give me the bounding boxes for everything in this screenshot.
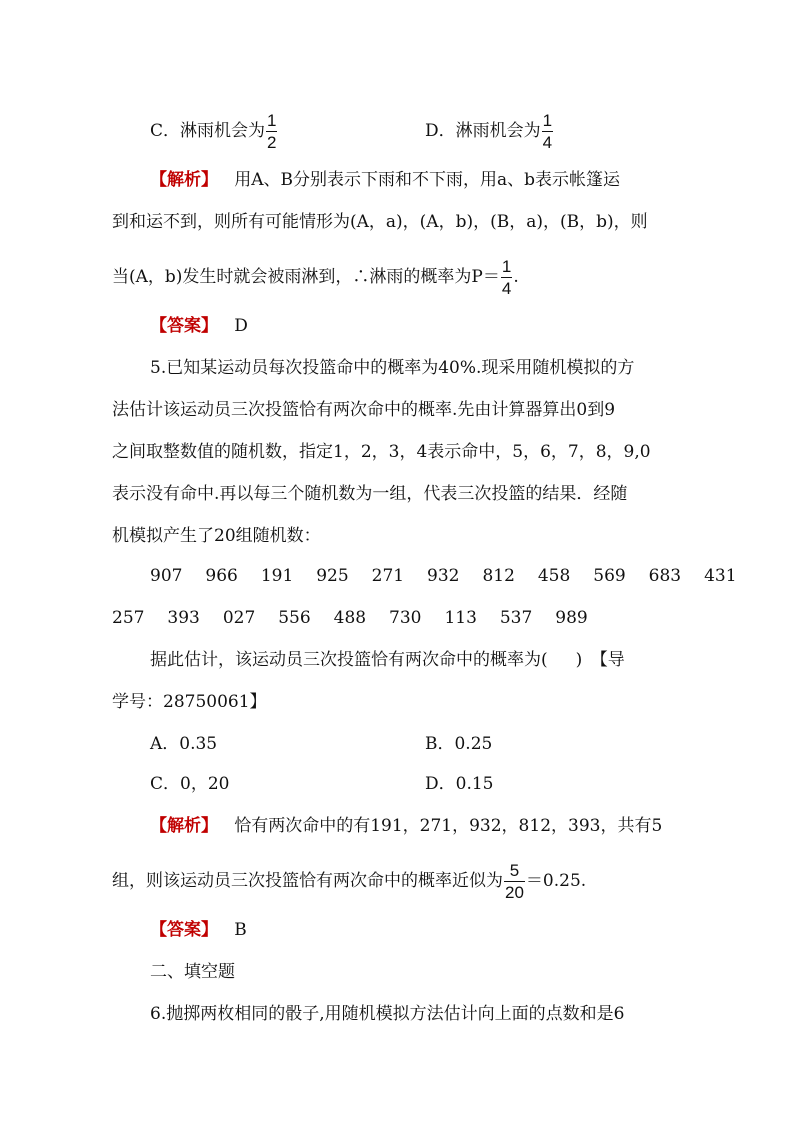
q5-line1: 5.已知某运动员每次投篮命中的概率为40%.现采用随机模拟的方 <box>150 358 635 378</box>
q5-line3: 之间取整数值的随机数，指定1，2，3，4表示命中，5，6，7，8，9,0 <box>112 442 651 462</box>
analysis-q5-line1: 【解析】 恰有两次命中的有191，271，932，812，393，共有5 <box>150 816 663 836</box>
random-number: 257 <box>112 608 145 628</box>
option-a: A．0.35 <box>150 734 218 754</box>
q5-line5: 机模拟产生了20组随机数： <box>112 526 321 546</box>
answer-tag: 【答案】 <box>150 920 218 940</box>
analysis-q4-line3: 当(A，b)发生时就会被雨淋到，∴淋雨的概率为P＝ $\frac{1}{4}$ . <box>112 257 519 298</box>
random-number: 683 <box>648 566 682 586</box>
answer-tag: 【答案】 <box>150 316 218 336</box>
option-d-label: D．淋雨机会为 <box>425 121 541 141</box>
analysis-tag: 【解析】 <box>150 816 218 836</box>
random-number: 812 <box>482 566 515 586</box>
fraction-one-quarter: $\frac{1}{4}$ <box>542 111 553 152</box>
random-number: 932 <box>427 566 460 586</box>
random-number: 191 <box>260 566 294 586</box>
fraction-five-twentieths: $\frac{5}{20}$ <box>505 861 524 902</box>
fraction-one-half: $\frac{1}{2}$ <box>267 111 277 152</box>
answer-value: B <box>234 920 247 940</box>
random-number: 556 <box>278 608 311 628</box>
q5-line4: 表示没有命中.再以每三个随机数为一组，代表三次投篮的结果．经随 <box>112 484 628 504</box>
answer-q5 <box>150 918 247 942</box>
random-numbers-row-2 <box>112 606 595 630</box>
random-number: 113 <box>444 608 477 628</box>
q5-line2: 法估计该运动员三次投篮恰有两次命中的概率.先由计算器算出0到9 <box>112 400 616 420</box>
option-b: B．0.25 <box>425 734 493 754</box>
random-number: 027 <box>222 608 256 628</box>
q5-prompt-line1: 据此估计，该运动员三次投篮恰有两次命中的概率为( ) 【导 <box>150 650 625 670</box>
answer-q4 <box>150 314 248 338</box>
random-number: 271 <box>371 566 405 586</box>
random-number: 537 <box>499 608 533 628</box>
random-number: 488 <box>333 608 367 628</box>
q6-line1: 6.抛掷两枚相同的骰子,用随机模拟方法估计向上面的点数和是6 <box>150 1004 625 1024</box>
random-numbers-row-1 <box>150 564 744 588</box>
q5-prompt-line2: 学号：28750061】 <box>112 692 267 712</box>
random-number: 431 <box>704 566 737 586</box>
random-number: 989 <box>555 608 588 628</box>
analysis-q4-line1: 【解析】 用A、B分别表示下雨和不下雨，用a、b表示帐篷运 <box>150 170 621 190</box>
random-number: 966 <box>205 566 238 586</box>
random-number: 730 <box>389 608 422 628</box>
option-d <box>425 112 554 151</box>
analysis-q5-line2: 组，则该运动员三次投篮恰有两次命中的概率近似为 $\frac{5}{20}$ ＝0.25. <box>112 861 587 902</box>
analysis-tag: 【解析】 <box>150 170 218 190</box>
option-c-label: C．淋雨机会为 <box>150 121 266 141</box>
random-number: 458 <box>537 566 571 586</box>
answer-value: D <box>234 316 248 336</box>
option-c <box>150 112 278 151</box>
option-d: D．0.15 <box>425 774 494 794</box>
random-number: 569 <box>593 566 626 586</box>
section-title: 二、填空题 <box>150 962 235 982</box>
random-number: 907 <box>150 566 183 586</box>
fraction-one-quarter: $\frac{1}{4}$ <box>501 257 512 298</box>
random-number: 393 <box>167 608 200 628</box>
random-number: 925 <box>316 566 349 586</box>
option-c: C．0，20 <box>150 774 230 794</box>
analysis-q4-line2: 到和运不到，则所有可能情形为(A，a)，(A，b)，(B，a)，(B，b)，则 <box>112 212 648 232</box>
